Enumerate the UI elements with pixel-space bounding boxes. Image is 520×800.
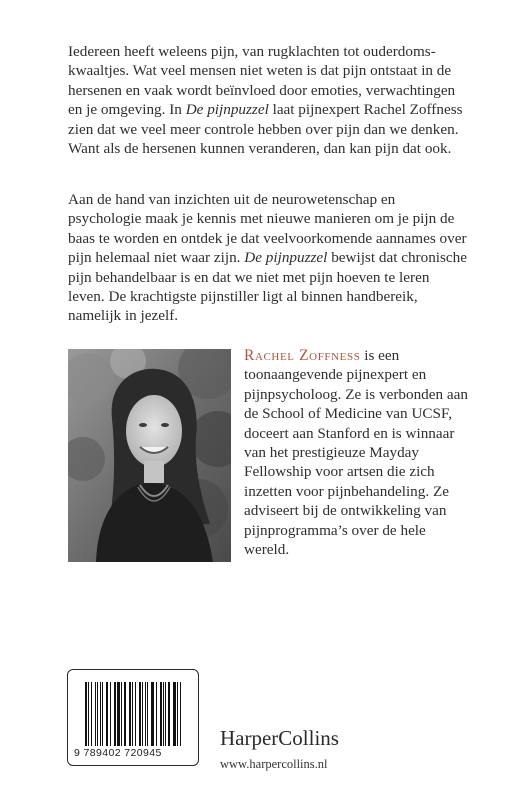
barcode-bar (100, 682, 101, 746)
barcode-bar (142, 682, 143, 746)
barcode-bar (165, 682, 166, 746)
publisher-logo: HarperCollins (220, 726, 339, 750)
author-bio (244, 346, 469, 559)
barcode-bar (91, 682, 92, 746)
barcode-bar (97, 682, 98, 746)
barcode-bar (173, 682, 176, 746)
barcode-bar (139, 682, 141, 746)
blurb-paragraph-2 (68, 190, 468, 326)
barcode-bar (117, 682, 120, 746)
blurb-p2-book-title: De pijnpuzzel (244, 249, 328, 267)
blurb-p2-text-2: bewijst dat chronische pijn behandelbaar is en dat we niet met pijn hoeven te leren leven. De krachtigste pijnstiller ligt al binnen handbereik, namelijk in jezelf. (68, 249, 467, 325)
blurb-p1-book-title: De pijnpuzzel (185, 101, 269, 119)
blurb-paragraph-1 (68, 42, 468, 158)
barcode-bar (177, 682, 178, 746)
barcode-bar (106, 682, 108, 746)
blurb-p2-text-1: Aan de hand van inzichten uit de neurowetenschap en psychologie maak je kennis met nieuwe manieren om je pijn de baas te worden en ontdek je dat veelvoorkomende aannames over pijn helemaal niet waar zijn. (68, 191, 467, 267)
barcode-bar (129, 682, 131, 746)
barcode-bar (180, 682, 181, 746)
barcode-bar (151, 682, 154, 746)
barcode-bar (95, 682, 96, 746)
isbn-number: 9 789402 720945 (74, 747, 162, 759)
author-name: Rachel Zoffness (244, 347, 361, 364)
barcode-bar (163, 682, 164, 746)
barcode-bar (124, 682, 126, 746)
barcode-bar (85, 682, 87, 746)
barcode-bar (102, 682, 103, 746)
barcode-bar (168, 682, 170, 746)
publisher-website: www.harpercollins.nl (220, 757, 328, 771)
blurb-p1-text-1: Iedereen heeft weleens pijn, van rugklachten tot ouderdomskwaaltjes. Wat veel mensen niet weten is dat pijn ontstaat in de hersenen en vaak wordt beïnvloed door emoties, verwachtingen en je omgeving. In (68, 43, 456, 119)
barcode-bar (135, 682, 136, 746)
barcode-bar (160, 682, 162, 746)
author-photo (68, 349, 231, 562)
author-photo-image (68, 349, 231, 562)
barcode-bar (121, 682, 122, 746)
author-bio-text: is een toonaangevende pijnexpert en pijnpsycholoog. Ze is verbonden aan de School of Medicine van UCSF, doceert aan Stanford en is winnaar van het prestigieuze Mayday Fellowship voor artsen die zich inzetten voor pijnbehandeling. Ze adviseert bij de ontwikkeling van pijnprogramma’s over de hele wereld. (244, 347, 468, 559)
barcode-bar (145, 682, 146, 746)
barcode-bar (156, 682, 157, 746)
barcode-bar (114, 682, 116, 746)
barcode-bar (147, 682, 148, 746)
barcode (85, 682, 185, 746)
blurb-p1-text-2: laat pijnexpert Rachel Zoffness zien dat we veel meer controle hebben over pijn dan we denken. Want als de hersenen kunnen veranderen, dan kan pijn dat ook. (68, 101, 463, 158)
barcode-bar (88, 682, 89, 746)
barcode-bar (132, 682, 133, 746)
barcode-bar (110, 682, 111, 746)
barcode-label (67, 669, 199, 766)
